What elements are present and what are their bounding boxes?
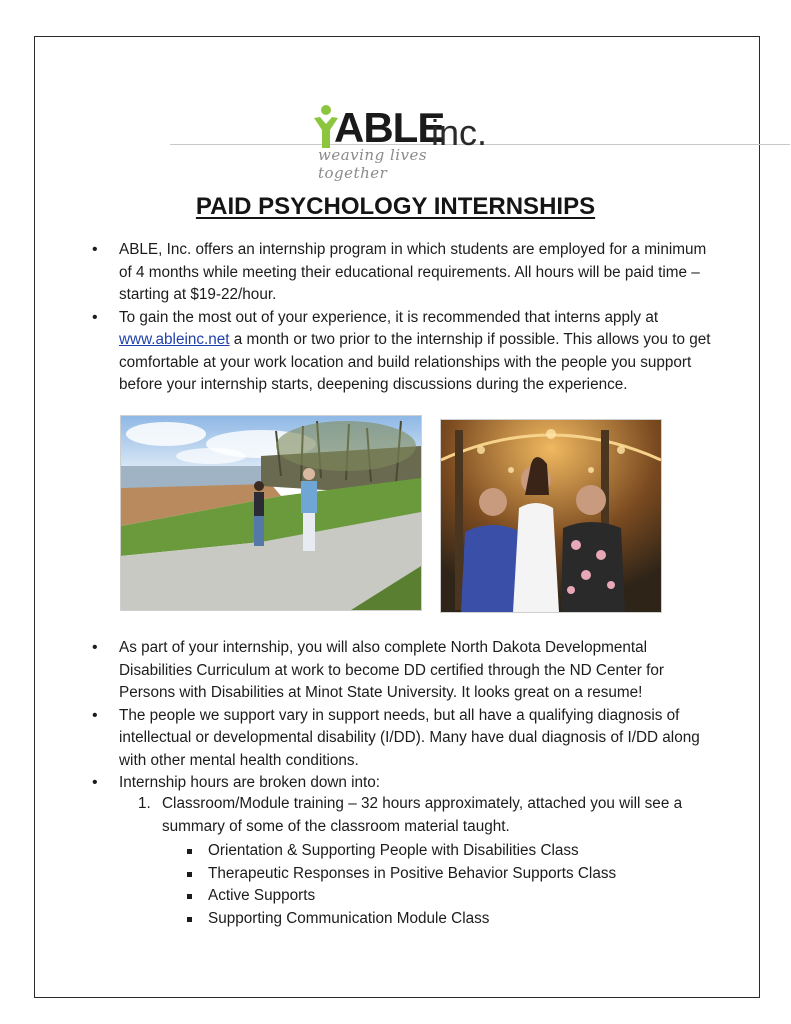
- bullet-text-curriculum: As part of your internship, you will also complete North Dakota Developmental Disabilities Curriculum at work to become DD certified through the ND Center for Persons with Disabilities at Minot State University. It looks great on a resume!: [119, 639, 664, 701]
- hours-breakdown-list: [138, 793, 718, 930]
- classroom-training-text: Classroom/Module training – 32 hours approximately, attached you will see a summary of some of the classroom material taught.: [162, 795, 683, 835]
- list-item: [92, 772, 712, 795]
- list-item: [92, 637, 712, 705]
- class-name: Therapeutic Responses in Positive Behavior Supports Class: [208, 864, 617, 882]
- list-item: [92, 307, 712, 397]
- logo-tagline: weaving lives together: [318, 146, 428, 182]
- list-item-number: 1.: [138, 795, 151, 812]
- list-item: [184, 885, 718, 908]
- class-name: Supporting Communication Module Class: [208, 909, 490, 927]
- class-name: Active Supports: [208, 887, 316, 904]
- bullet-text-apply-after: a month or two prior to the internship if possible. This allows you to get comfortable at your work location and build relationships with the people you support before your internship starts, deepening discussions during the experience.: [119, 331, 711, 393]
- details-bullet-list: [92, 637, 712, 795]
- list-item: [138, 793, 718, 930]
- photo-event-group: [440, 419, 662, 613]
- list-item: [184, 863, 718, 886]
- ableinc-website-link[interactable]: www.ableinc.net: [119, 331, 230, 348]
- intro-bullet-list: [92, 239, 712, 397]
- class-list: [162, 840, 718, 930]
- list-item: [184, 908, 718, 931]
- bullet-text-apply-before: To gain the most out of your experience, it is recommended that interns apply at: [119, 308, 659, 326]
- bullet-text-support-needs: The people we support vary in support needs, but all have a qualifying diagnosis of intellectual or developmental disability (I/DD). Many have dual diagnosis of I/DD along with other mental health conditions.: [119, 706, 700, 769]
- bullet-text-program: ABLE, Inc. offers an internship program in which students are employed for a minimum of 4 months while meeting their educational requirements. All hours will be paid time – starting at $19-22/hour.: [119, 241, 707, 303]
- photo-lakeside-walk: [120, 415, 422, 611]
- list-item: [92, 705, 712, 773]
- list-item: [92, 239, 712, 307]
- list-item: [184, 840, 718, 863]
- logo-brand-text: ABLE: [334, 104, 445, 151]
- page-title: PAID PSYCHOLOGY INTERNSHIPS: [195, 193, 596, 220]
- bullet-text-hours: Internship hours are broken down into:: [119, 774, 381, 791]
- logo-suffix-text: inc.: [431, 112, 488, 153]
- able-logo: [310, 104, 490, 182]
- class-name: Orientation & Supporting People with Disabilities Class: [208, 842, 579, 859]
